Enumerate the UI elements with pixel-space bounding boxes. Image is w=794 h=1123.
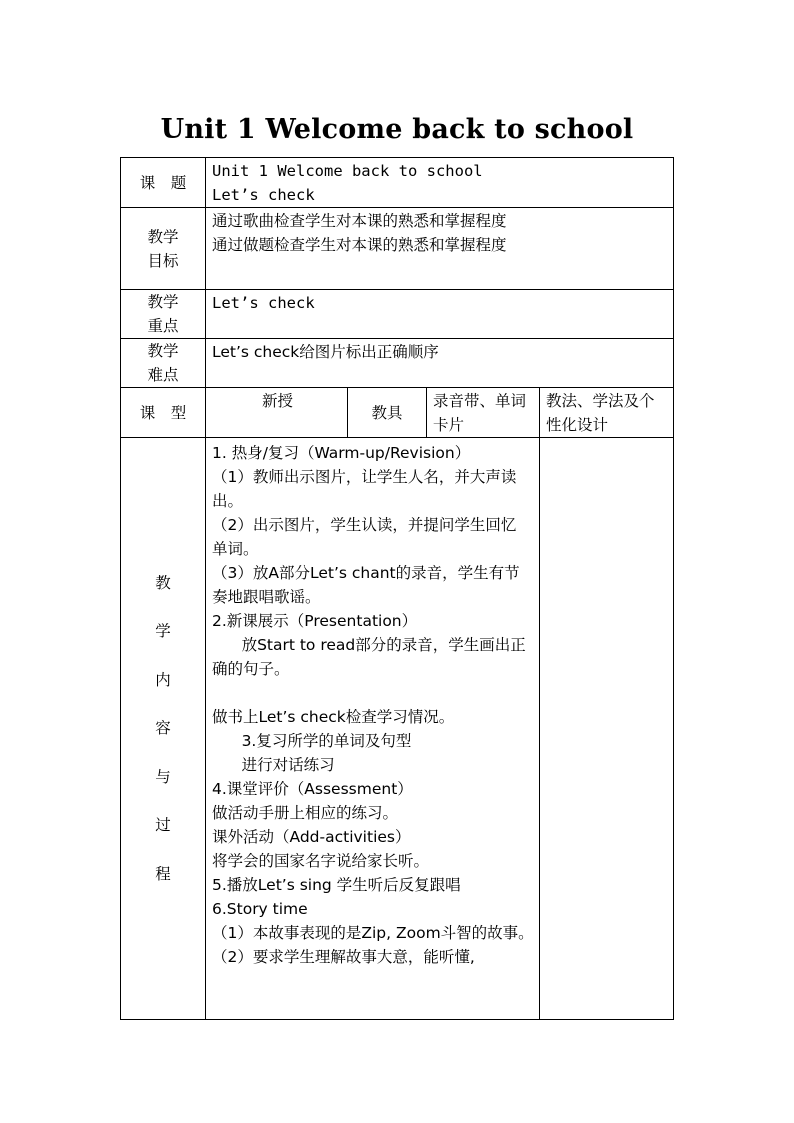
content-line: 进行对话练习 [212, 756, 335, 774]
content-line: 单词。 [212, 540, 259, 558]
content-label-char-2: 学 [155, 622, 171, 641]
row-key-points [121, 290, 674, 339]
content-line: （1）本故事表现的是Zip, Zoom斗智的故事。 [212, 924, 534, 942]
key-points-label [121, 290, 206, 339]
content-label-char-6: 过 [155, 816, 171, 835]
content-line: 将学会的国家名字说给家长听。 [212, 852, 430, 870]
type-label: 课 型 [121, 388, 206, 438]
row-content [121, 438, 674, 1020]
content-line: （2）要求学生理解故事大意，能听懂, [212, 948, 475, 966]
content-label-char-5: 与 [155, 767, 171, 786]
content-line: 4.课堂评价（Assessment） [212, 780, 413, 798]
topic-line-2: Let’s check [212, 186, 315, 204]
goals-label-2: 目标 [147, 251, 179, 270]
row-difficulties [121, 339, 674, 388]
key-points-label-2: 重点 [147, 317, 179, 335]
content-label [121, 438, 206, 1020]
difficulties-value: Let’s check给图片标出正确顺序 [206, 339, 674, 388]
row-goals [121, 208, 674, 290]
lesson-plan-table [120, 157, 674, 1020]
content-line: 做书上Let’s check检查学习情况。 [212, 708, 455, 726]
content-line: 3.复习所学的单词及句型 [212, 732, 412, 750]
key-points-label-1: 教学 [147, 293, 179, 311]
content-line: 6.Story time [212, 900, 308, 918]
content-label-char-1: 教 [155, 573, 171, 592]
difficulties-label-2: 难点 [147, 366, 179, 384]
row-type [121, 388, 674, 438]
topic-line-1: Unit 1 Welcome back to school [212, 162, 483, 180]
content-body [206, 438, 540, 1020]
content-line: （3）放A部分Let’s chant的录音，学生有节奏地跟唱歌谣。 [212, 564, 520, 606]
aids-value: 录音带、单词卡片 [427, 388, 540, 438]
content-line: 2.新课展示（Presentation） [212, 612, 418, 630]
difficulties-label-1: 教学 [147, 342, 179, 360]
goals-label-1: 教学 [147, 227, 179, 246]
difficulties-label [121, 339, 206, 388]
goals-line-2: 通过做题检查学生对本课的熟悉和掌握程度 [212, 236, 507, 254]
goals-line-1: 通过歌曲检查学生对本课的熟悉和掌握程度 [212, 212, 507, 230]
content-line: 1. 热身/复习（Warm-up/Revision） [212, 444, 471, 462]
goals-value [206, 208, 674, 290]
aids-label: 教具 [348, 388, 427, 438]
topic-value [206, 158, 674, 208]
methods-label: 教法、学法及个性化设计 [540, 388, 674, 438]
row-topic [121, 158, 674, 208]
content-line [212, 681, 535, 705]
content-line: 做活动手册上相应的练习。 [212, 804, 399, 822]
content-label-char-4: 容 [155, 719, 171, 738]
content-line: （1）教师出示图片，让学生人名，并大声读出。 [212, 468, 517, 510]
key-points-value: Let’s check [206, 290, 674, 339]
content-label-char-3: 内 [155, 670, 171, 689]
content-label-char-7: 程 [155, 864, 171, 883]
goals-label [121, 208, 206, 290]
content-line: 放Start to read部分的录音，学生画出正确的句子。 [212, 636, 526, 678]
document-title: Unit 1 Welcome back to school [160, 114, 634, 145]
content-line: （2）出示图片，学生认读，并提问学生回忆 [212, 516, 517, 534]
content-line: 5.播放Let’s sing 学生听后反复跟唱 [212, 876, 461, 894]
topic-label: 课 题 [121, 158, 206, 208]
type-value: 新授 [206, 388, 348, 438]
content-line: 课外活动（Add-activities） [212, 828, 411, 846]
methods-notes-cell [540, 438, 674, 1020]
